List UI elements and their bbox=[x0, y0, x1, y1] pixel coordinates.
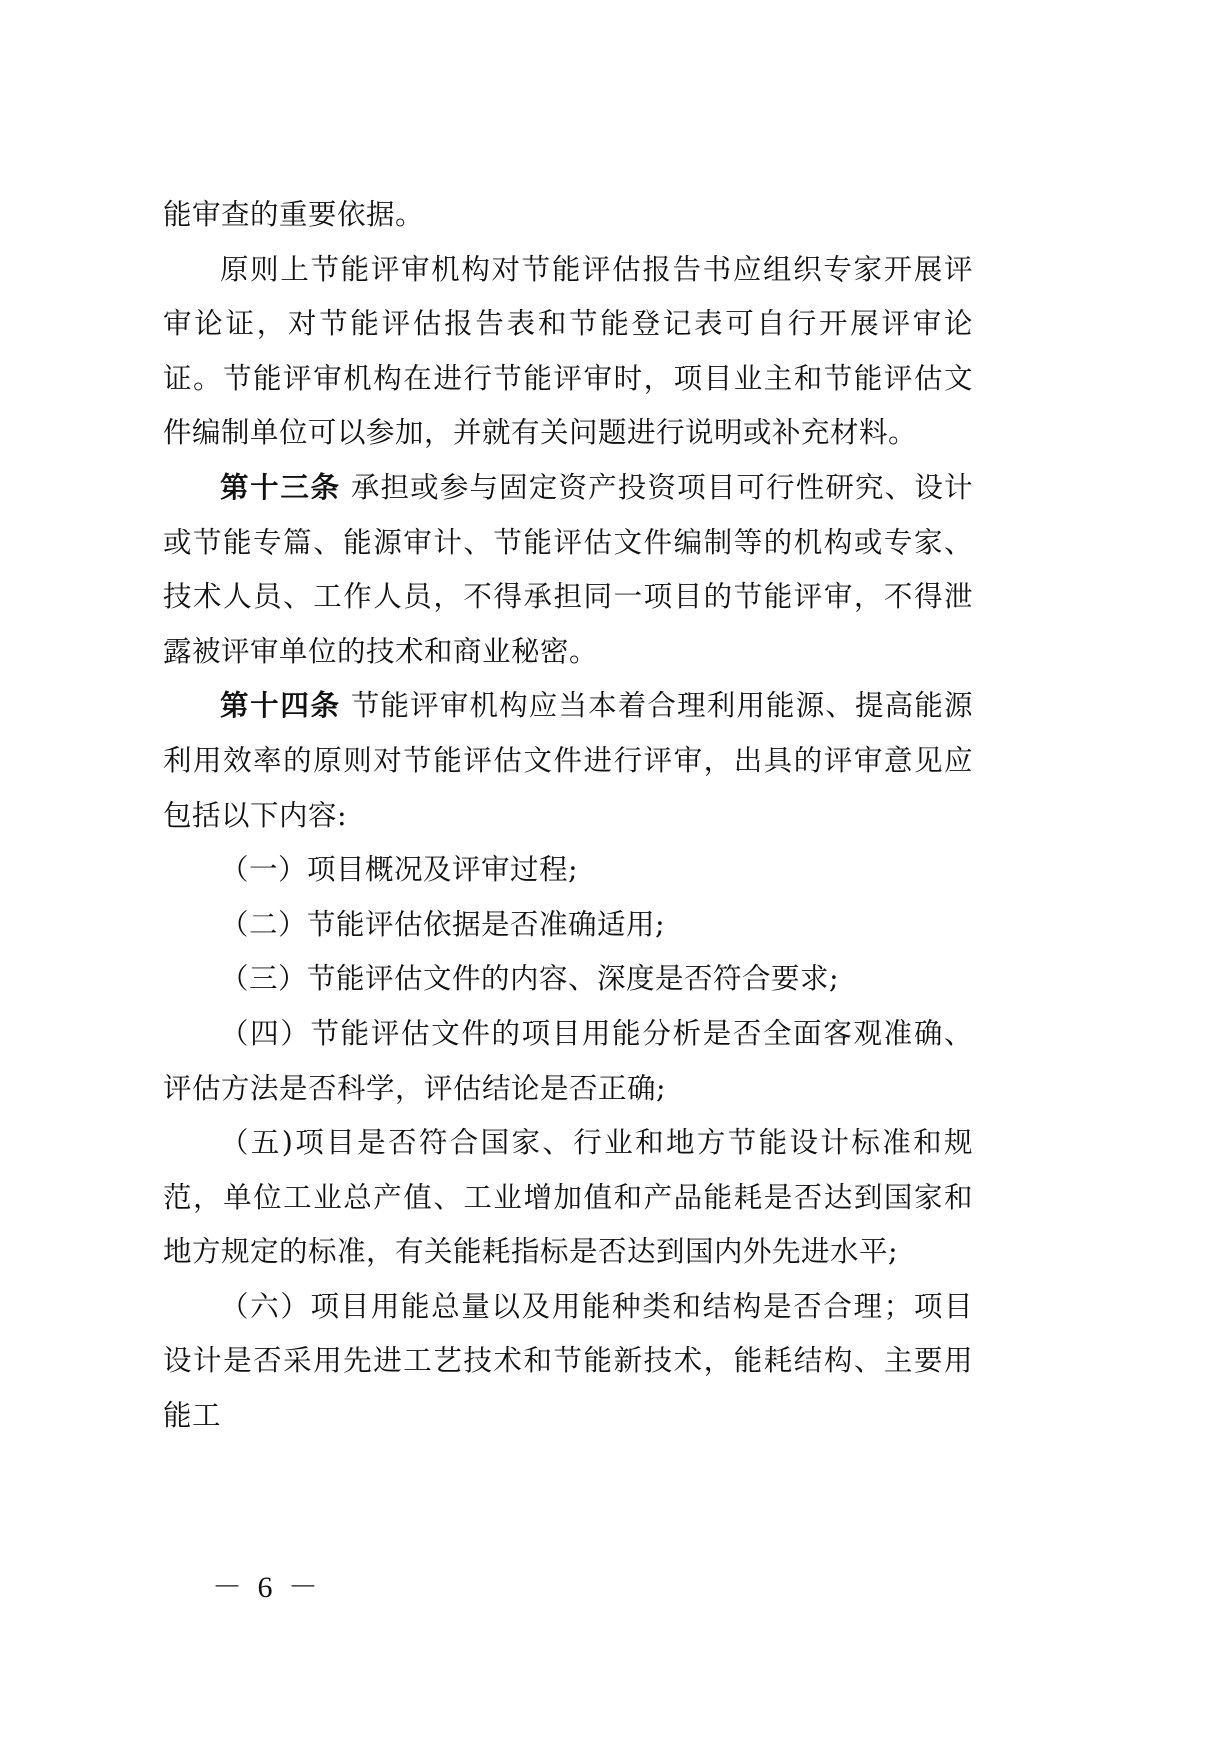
list-item-4 bbox=[163, 1007, 973, 1116]
list-item-text: （三）节能评估文件的内容、深度是否符合要求; bbox=[220, 962, 840, 996]
paragraph-review-principle bbox=[163, 243, 973, 461]
list-item-text: （六）项目用能总量以及用能种类和结构是否合理；项目设计是否采用先进工艺技术和节能新技术，能耗结构、主要用能工 bbox=[163, 1289, 973, 1433]
list-item-text: （四）节能评估文件的项目用能分析是否全面客观准确、评估方法是否科学，评估结论是否正确; bbox=[163, 1016, 973, 1105]
article-14 bbox=[163, 679, 973, 843]
list-item-2 bbox=[163, 898, 973, 953]
paragraph-text: 节能评审机构应当本着合理利用能源、提高能源利用效率的原则对节能评估文件进行评审，出具的评审意见应包括以下内容: bbox=[163, 689, 973, 832]
list-item-1 bbox=[163, 843, 973, 898]
document-body bbox=[163, 188, 973, 1444]
list-item-5 bbox=[163, 1116, 973, 1280]
article-number: 第十四条 bbox=[220, 689, 341, 723]
paragraph-text: 能审查的重要依据。 bbox=[163, 198, 425, 231]
article-13 bbox=[163, 461, 973, 679]
list-item-3 bbox=[163, 952, 973, 1007]
list-item-text: （二）节能评估依据是否准确适用; bbox=[220, 907, 666, 941]
list-item-text: （一）项目概况及评审过程; bbox=[220, 853, 579, 887]
paragraph-continuation bbox=[163, 188, 973, 243]
paragraph-text: 承担或参与固定资产投资项目可行性研究、设计或节能专篇、能源审计、节能评估文件编制等的机构或专家、技术人员、工作人员，不得承担同一项目的节能评审，不得泄露被评审单位的技术和商业秘密。 bbox=[163, 470, 973, 668]
list-item-text: （五)项目是否符合国家、行业和地方节能设计标准和规范，单位工业总产值、工业增加值和产品能耗是否达到国家和地方规定的标准，有关能耗指标是否达到国内外先进水平; bbox=[163, 1126, 973, 1269]
page-number: － 6 － bbox=[212, 1571, 322, 1604]
paragraph-text: 原则上节能评审机构对节能评估报告书应组织专家开展评审论证，对节能评估报告表和节能登记表可自行开展评审论证。节能评审机构在进行节能评审时，项目业主和节能评估文件编制单位可以参加，并就有关问题进行说明或补充材料。 bbox=[163, 252, 973, 450]
article-number: 第十三条 bbox=[220, 470, 341, 504]
list-item-6 bbox=[163, 1280, 973, 1444]
